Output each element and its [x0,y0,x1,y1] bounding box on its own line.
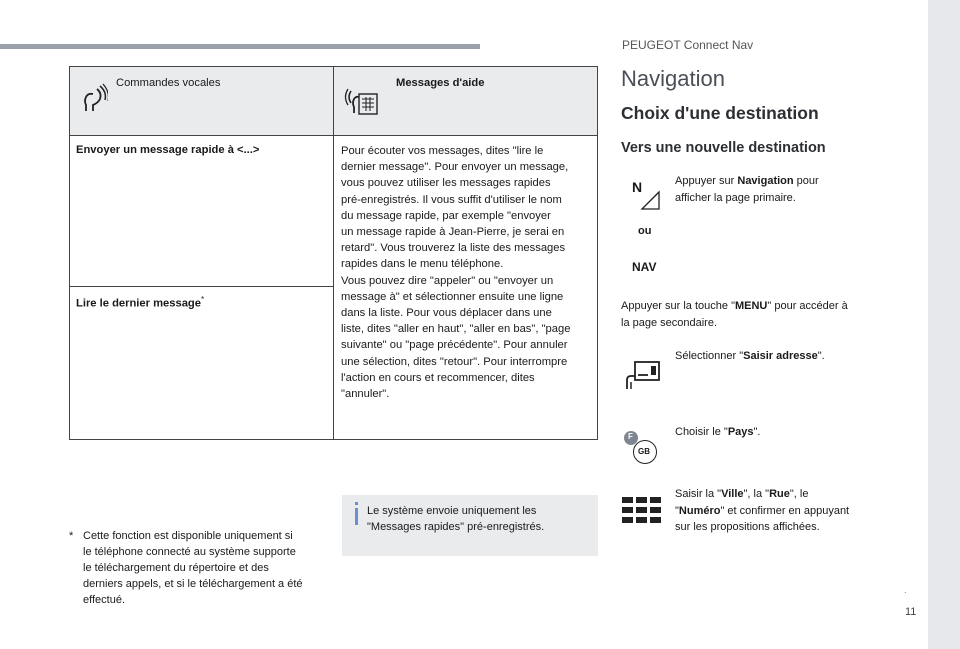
step-keyword: Ville [721,488,744,500]
page-number: 11 [905,606,917,618]
footnote-line: derniers appels, et si le téléchargement a été [83,578,303,590]
step-text: " et confirmer en appuyant [720,504,850,517]
help-line: retard". Vous trouverez la liste des messages [341,242,566,255]
help-line: pré-enregistrés. Il vous suffit d'utiliser le nom [341,193,562,206]
brand-header: PEUGEOT Connect Nav [622,38,754,52]
info-line: "Messages rapides" pré-enregistrés. [367,521,545,533]
step-text: " [675,504,679,517]
help-line: message à" et sélectionner ensuite une ligne [341,290,564,303]
table-header-commands [70,67,334,136]
step-text: ". [817,350,825,362]
step-enter-address [675,348,825,365]
step-line [675,486,849,503]
table-row [70,287,334,440]
step-line [621,298,848,315]
help-line: l'action en cours et recommencer, dites [341,371,535,384]
section-title: Navigation [621,66,725,91]
step-keyword: Navigation [737,175,794,187]
step-text: Appuyer sur [675,175,738,187]
help-line: un message rapide à Jean-Pierre, je serai en [341,226,565,239]
help-line: suivante" ou "page précédente". Pour annuler [341,339,568,352]
command-send-quick-message: Envoyer un message rapide à <...> [76,144,260,156]
step-keyword: Numéro [678,504,721,517]
step-text: " pour accéder à [767,300,848,312]
continuation-dot: . [904,585,907,595]
step-country [675,424,760,441]
voice-command-icon [80,83,108,115]
footnote-line: le téléphone connecté au système supporte [83,546,296,558]
footnote-line: le téléchargement du répertoire et des [83,562,269,574]
step-menu [621,298,848,331]
step-text: Appuyer sur la touche " [621,300,735,312]
step-line [675,503,849,520]
footnote [69,528,327,608]
table-header-commands-label: Commandes vocales [116,77,221,89]
help-line: liste, dites "aller en haut", "aller en bas", "page [341,323,571,336]
top-accent-bar [0,44,480,49]
navigation-arrow-icon [640,189,662,211]
help-response-cell [334,136,598,440]
table-row [70,136,334,287]
subsection-heading: Vers une nouvelle destination [621,140,826,156]
country-icon [624,431,664,467]
footnote-line: effectué. [83,594,125,606]
info-box [342,495,598,556]
help-line: Vous pouvez dire "appeler" ou "envoyer un [341,274,554,287]
help-line: rapides dans le menu téléphone. [341,258,504,271]
help-line: "annuler". [341,388,390,401]
step-keyword: MENU [734,300,768,312]
help-line: du message rapide, par exemple "envoyer [341,209,551,222]
side-strip [928,0,960,649]
step-city-street-number [675,486,849,536]
table-header-help [334,67,598,136]
info-text [367,503,592,535]
voice-help-icon [344,83,378,117]
navigation-button-icons [630,179,666,275]
step-text: pour [793,175,819,187]
step-text: Sélectionner " [675,350,744,362]
section-heading: Choix d'une destination [621,103,819,123]
table-header-help-label: Messages d'aide [396,77,485,89]
info-icon [355,502,358,505]
nav-key-label: NAV [632,260,657,274]
step-keyword: Pays [727,426,754,438]
step-text: ", la " [743,488,770,500]
footnote-star: * [69,530,74,542]
step-keyword: Saisir adresse [743,350,818,362]
help-line: vous pouvez utiliser les messages rapides [341,177,551,190]
step-text: Choisir le " [675,426,728,438]
help-line: dernier message". Pour envoyer un message, [341,161,569,174]
step-keyword: Rue [769,488,790,500]
step-line [675,173,819,190]
country-gb-label: GB [638,447,650,456]
command-read-last-message-label: Lire le dernier message [76,297,201,310]
footnote-mark: * [201,295,205,304]
step-line: sur les propositions affichées. [675,521,820,533]
keyboard-grid-icon [622,497,662,525]
or-label: ou [638,225,652,237]
info-line: Le système envoie uniquement les [367,505,537,517]
step-line: afficher la page primaire. [675,191,796,204]
step-line: la page secondaire. [621,316,718,329]
north-letter: N [632,179,643,195]
help-line: dans la liste. Pour vous déplacer dans une [341,307,552,320]
enter-address-icon [623,360,663,390]
step-text: ". [753,426,761,438]
country-f-label: F [628,432,633,441]
step-text: Saisir la " [675,488,722,500]
voice-commands-table [69,66,598,440]
footnote-line: Cette fonction est disponible uniquement si [83,530,293,542]
step-text: ", le [789,488,809,500]
help-response-text [334,136,597,402]
info-icon-bar [355,508,358,525]
help-line: Pour écouter vos messages, dites "lire le [341,145,544,157]
command-read-last-message [70,287,333,310]
step-navigation [675,173,819,206]
help-line: une sélection, dites "retour". Pour interrompre [341,355,568,368]
